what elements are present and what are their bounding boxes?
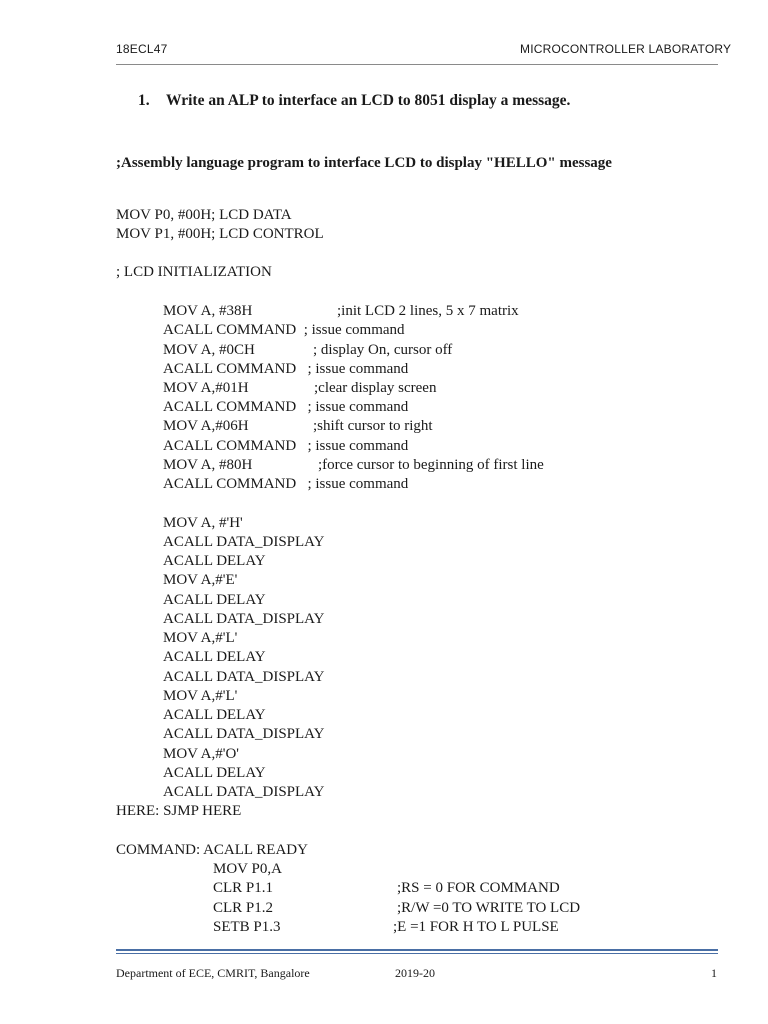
code-line: MOV A,#06H [163, 418, 249, 434]
program-comment: ;Assembly language program to interface LCD to display "HELLO" message [116, 155, 612, 171]
question-heading [138, 92, 570, 110]
code-line: MOV A, #0CH [163, 342, 255, 358]
code-line: ACALL COMMAND ; issue command [163, 361, 409, 377]
code-line: MOV A,#'E' [163, 572, 238, 588]
code-line: MOV A,#01H [163, 380, 249, 396]
code-line: ACALL COMMAND ; issue command [163, 399, 409, 415]
code-line: ACALL DATA_DISPLAY [163, 669, 325, 685]
code-line: ACALL DELAY [163, 707, 266, 723]
code-comment: ;init LCD 2 lines, 5 x 7 matrix [337, 303, 519, 319]
code-line: MOV A, #'H' [163, 515, 243, 531]
code-line: MOV A, #80H [163, 457, 253, 473]
code-line: SETB P1.3 [213, 919, 281, 935]
code-comment: ;force cursor to beginning of first line [318, 457, 544, 473]
header-divider [116, 64, 718, 65]
code-comment: ;shift cursor to right [313, 418, 433, 434]
code-line: ACALL COMMAND ; issue command [163, 322, 405, 338]
code-line: MOV P0,A [213, 861, 282, 877]
code-comment: ;E =1 FOR H TO L PULSE [393, 919, 559, 935]
code-line: MOV A,#'L' [163, 630, 238, 646]
question-number: 1. [138, 92, 150, 109]
code-line: ACALL DELAY [163, 765, 266, 781]
code-line: MOV A, #38H [163, 303, 253, 319]
code-line: MOV A,#'O' [163, 746, 239, 762]
code-line: ACALL DELAY [163, 592, 266, 608]
code-line: ACALL COMMAND ; issue command [163, 476, 409, 492]
footer-divider [116, 949, 718, 951]
code-line: ACALL DATA_DISPLAY [163, 726, 325, 742]
code-line: CLR P1.2 [213, 900, 274, 916]
code-line: ACALL DATA_DISPLAY [163, 784, 325, 800]
code-line: ACALL COMMAND ; issue command [163, 438, 409, 454]
footer-divider-thin [116, 953, 718, 954]
code-line: MOV P0, #00H; LCD DATA [116, 207, 292, 223]
code-line: COMMAND: ACALL READY [116, 842, 308, 858]
header-lab-title: MICROCONTROLLER LABORATORY [520, 42, 732, 56]
code-line: MOV A,#'L' [163, 688, 238, 704]
code-line: ACALL DELAY [163, 553, 266, 569]
code-comment: ; display On, cursor off [313, 342, 453, 358]
header-course-code: 18ECL47 [116, 42, 168, 56]
question-text: Write an ALP to interface an LCD to 8051 display a message. [166, 92, 571, 109]
code-line: MOV P1, #00H; LCD CONTROL [116, 226, 324, 242]
code-comment: ;clear display screen [314, 380, 437, 396]
footer-page-number: 1 [711, 966, 717, 980]
footer-department: Department of ECE, CMRIT, Bangalore [116, 966, 310, 980]
code-line: ACALL DATA_DISPLAY [163, 611, 325, 627]
footer-year: 2019-20 [395, 966, 435, 980]
code-comment: ;RS = 0 FOR COMMAND [397, 880, 560, 896]
code-line: ACALL DATA_DISPLAY [163, 534, 325, 550]
code-comment: ;R/W =0 TO WRITE TO LCD [397, 900, 581, 916]
code-line: ; LCD INITIALIZATION [116, 264, 272, 280]
code-line: CLR P1.1 [213, 880, 274, 896]
code-line: ACALL DELAY [163, 649, 266, 665]
code-line: HERE: SJMP HERE [116, 803, 242, 819]
